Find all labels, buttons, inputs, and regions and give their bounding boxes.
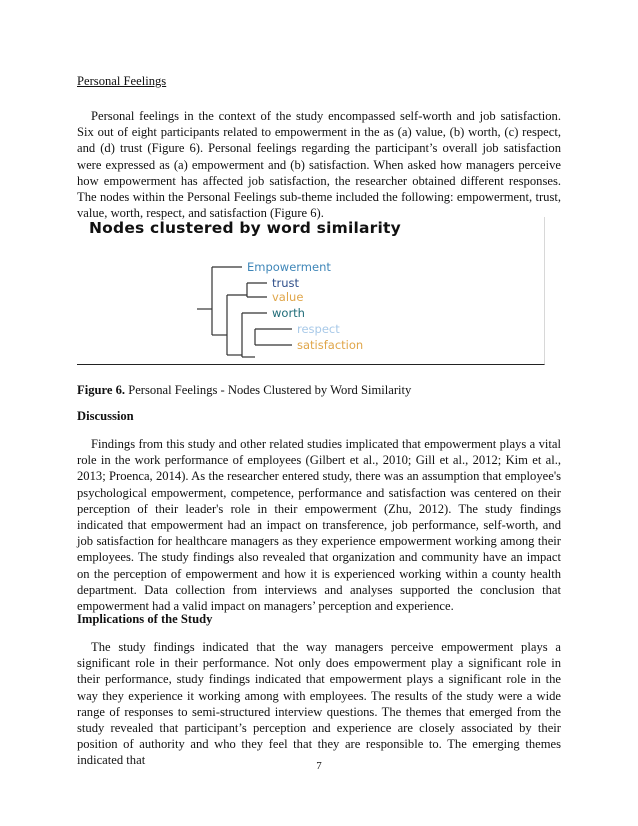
section-heading-personal-feelings: Personal Feelings: [77, 74, 167, 88]
figure-caption: [77, 383, 411, 398]
node-value: value: [272, 290, 304, 304]
node-satisfaction: satisfaction: [297, 338, 364, 352]
node-worth: worth: [272, 306, 305, 320]
discussion-paragraph: Findings from this study and other related studies implicated that empowerment plays a vital role in the work performance of employees (Gilbert et al., 2010; Gill et al., 2012; Kim et al., 2013; Proenca, 2014). As the researcher entered study, there was an assumption that employee's psychological empowerment, competence, performance and satisfaction was centered on their perception of their leader's role in their empowerment (Zhu, 2012). The study findings indicated that empowerment had an impact on transference, job performance, self-worth, and job satisfaction for healthcare managers as they experience empowerment working among their employees. The study findings also revealed that organization and community have an impact on the perception of empowerment and how it is experienced working within a county health department. Data collection from interviews and analyses supported the conclusion that empowerment had a valid impact on managers’ perception and experience.: [77, 437, 561, 614]
node-respect: respect: [297, 322, 340, 336]
figure-caption-text: Personal Feelings - Nodes Clustered by Word Similarity: [128, 383, 412, 397]
page-number: 7: [316, 760, 322, 772]
figure-6: [77, 217, 545, 365]
node-empowerment: Empowerment: [247, 260, 331, 274]
personal-feelings-paragraph: Personal feelings in the context of the study encompassed self-worth and job satisfaction. Six out of eight participants related to empowerment in the as (a) value, (b) worth, (c) respect, and (d) trust (Figure 6). Personal feelings regarding the participant’s overall job satisfaction were expressed as (a) empowerment and (b) satisfaction. When asked how managers perceive how empowerment has affected job satisfaction, the researcher obtained different responses. The nodes within the Personal Feelings sub-theme included the following: empowerment, trust, value, worth, respect, and satisfaction (Figure 6).: [77, 109, 561, 221]
figure-title: Nodes clustered by word similarity: [89, 219, 401, 237]
section-heading-discussion: Discussion: [77, 409, 134, 423]
section-heading-implications: Implications of the Study: [77, 612, 213, 626]
implications-paragraph: The study findings indicated that the way managers perceive empowerment plays a significant role in their performance. Not only does empowerment play a significant role in their performance, study findings indicated that empowerment plays a significant role in the way they experience it working among with employees. The results of the study were a wide range of responses to semi-structured interview questions. The themes that emerged from the study revealed that participant’s perception and experience are closely associated by their position of authority and who they feel that they are responsible to. The emerging themes indicated that: [77, 640, 561, 768]
figure-caption-label: Figure 6.: [77, 383, 126, 397]
node-trust: trust: [272, 276, 300, 290]
